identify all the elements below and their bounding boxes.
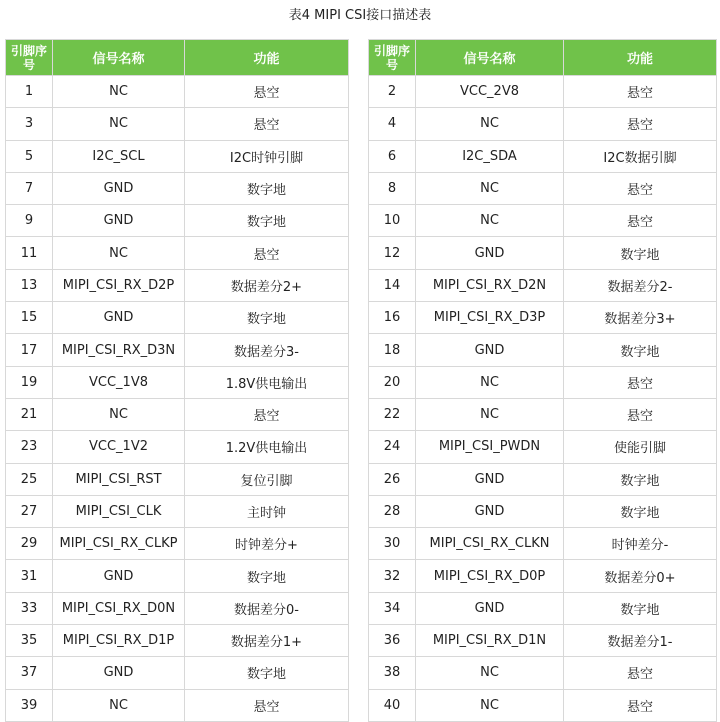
signal-name-cell: NC (53, 76, 185, 108)
function-cell: 数据差分1- (564, 625, 717, 657)
function-cell: 数字地 (185, 205, 349, 237)
pin-table-left (5, 39, 349, 722)
signal-name-cell: MIPI_CSI_RX_D1P (53, 625, 185, 657)
function-cell: 数字地 (564, 237, 717, 269)
function-cell: 悬空 (564, 205, 717, 237)
header-pin-number: 引脚序号 (369, 40, 416, 76)
signal-name-cell: MIPI_CSI_RX_D2N (416, 269, 564, 301)
signal-name-cell: MIPI_CSI_RST (53, 463, 185, 495)
table-row (6, 398, 349, 430)
table-row (6, 592, 349, 624)
signal-name-cell: I2C_SCL (53, 140, 185, 172)
function-cell: 悬空 (564, 689, 717, 721)
function-cell: 悬空 (564, 76, 717, 108)
signal-name-cell: VCC_1V2 (53, 431, 185, 463)
pin-number-cell: 37 (6, 657, 53, 689)
signal-name-cell: MIPI_CSI_RX_D3N (53, 334, 185, 366)
signal-name-cell: NC (416, 205, 564, 237)
pin-number-cell: 8 (369, 172, 416, 204)
signal-name-cell: NC (416, 366, 564, 398)
function-cell: 数据差分2- (564, 269, 717, 301)
signal-name-cell: NC (416, 657, 564, 689)
function-cell: 数字地 (564, 495, 717, 527)
pin-number-cell: 7 (6, 172, 53, 204)
table-row (6, 140, 349, 172)
table-row (6, 625, 349, 657)
pin-number-cell: 26 (369, 463, 416, 495)
signal-name-cell: GND (416, 495, 564, 527)
signal-name-cell: MIPI_CSI_RX_D0P (416, 560, 564, 592)
table-row (369, 205, 717, 237)
table-row (369, 140, 717, 172)
signal-name-cell: GND (416, 592, 564, 624)
function-cell: 复位引脚 (185, 463, 349, 495)
pin-number-cell: 14 (369, 269, 416, 301)
table-caption: 表4 MIPI CSI接口描述表 (288, 8, 432, 23)
signal-name-cell: NC (53, 398, 185, 430)
table-row (369, 625, 717, 657)
function-cell: 悬空 (185, 108, 349, 140)
table-row (369, 431, 717, 463)
function-cell: 悬空 (185, 689, 349, 721)
table-row (369, 172, 717, 204)
table-row (6, 431, 349, 463)
header-function: 功能 (185, 40, 349, 76)
pin-number-cell: 11 (6, 237, 53, 269)
pin-number-cell: 38 (369, 657, 416, 689)
pin-number-cell: 12 (369, 237, 416, 269)
pin-number-cell: 29 (6, 528, 53, 560)
header-row (6, 40, 349, 76)
signal-name-cell: NC (53, 108, 185, 140)
signal-name-cell: GND (53, 302, 185, 334)
function-cell: 数据差分3- (185, 334, 349, 366)
pin-number-cell: 25 (6, 463, 53, 495)
pin-table-right (368, 39, 717, 722)
function-cell: 1.8V供电输出 (185, 366, 349, 398)
table-row (369, 76, 717, 108)
pin-number-cell: 6 (369, 140, 416, 172)
signal-name-cell: GND (53, 657, 185, 689)
pin-number-cell: 33 (6, 592, 53, 624)
signal-name-cell: GND (53, 172, 185, 204)
table-row (6, 657, 349, 689)
table-row (6, 366, 349, 398)
pin-number-cell: 40 (369, 689, 416, 721)
table-row (6, 172, 349, 204)
function-cell: 时钟差分- (564, 528, 717, 560)
pin-number-cell: 32 (369, 560, 416, 592)
pin-number-cell: 1 (6, 76, 53, 108)
function-cell: 数字地 (185, 657, 349, 689)
function-cell: 数字地 (185, 172, 349, 204)
table-row (6, 108, 349, 140)
pin-number-cell: 19 (6, 366, 53, 398)
header-row (369, 40, 717, 76)
signal-name-cell: GND (416, 237, 564, 269)
function-cell: 1.2V供电输出 (185, 431, 349, 463)
pin-number-cell: 5 (6, 140, 53, 172)
table-row (369, 302, 717, 334)
function-cell: 悬空 (185, 237, 349, 269)
pin-number-cell: 22 (369, 398, 416, 430)
pin-number-cell: 3 (6, 108, 53, 140)
signal-name-cell: GND (416, 463, 564, 495)
pin-number-cell: 20 (369, 366, 416, 398)
header-function: 功能 (564, 40, 717, 76)
table-row (6, 334, 349, 366)
pin-number-cell: 9 (6, 205, 53, 237)
table-row (6, 560, 349, 592)
function-cell: 数字地 (185, 302, 349, 334)
pin-number-cell: 39 (6, 689, 53, 721)
signal-name-cell: GND (53, 560, 185, 592)
function-cell: 数据差分0+ (564, 560, 717, 592)
pin-number-cell: 36 (369, 625, 416, 657)
table-row (6, 237, 349, 269)
header-signal-name: 信号名称 (416, 40, 564, 76)
table-row (6, 205, 349, 237)
table-row (369, 398, 717, 430)
table-row (369, 528, 717, 560)
table-row (369, 334, 717, 366)
table-row (369, 560, 717, 592)
function-cell: I2C数据引脚 (564, 140, 717, 172)
header-signal-name: 信号名称 (53, 40, 185, 76)
table-row (369, 366, 717, 398)
table-row (369, 269, 717, 301)
pin-number-cell: 28 (369, 495, 416, 527)
signal-name-cell: NC (416, 108, 564, 140)
pin-number-cell: 2 (369, 76, 416, 108)
function-cell: 悬空 (564, 108, 717, 140)
pin-number-cell: 21 (6, 398, 53, 430)
function-cell: 数字地 (564, 334, 717, 366)
function-cell: 时钟差分+ (185, 528, 349, 560)
table-body-right (369, 76, 717, 722)
signal-name-cell: NC (416, 689, 564, 721)
signal-name-cell: MIPI_CSI_RX_D1N (416, 625, 564, 657)
function-cell: 数据差分2+ (185, 269, 349, 301)
function-cell: 数据差分3+ (564, 302, 717, 334)
signal-name-cell: MIPI_CSI_RX_CLKP (53, 528, 185, 560)
signal-name-cell: GND (416, 334, 564, 366)
signal-name-cell: GND (53, 205, 185, 237)
pin-number-cell: 15 (6, 302, 53, 334)
signal-name-cell: MIPI_CSI_PWDN (416, 431, 564, 463)
function-cell: 数字地 (564, 463, 717, 495)
pin-number-cell: 34 (369, 592, 416, 624)
signal-name-cell: VCC_1V8 (53, 366, 185, 398)
signal-name-cell: I2C_SDA (416, 140, 564, 172)
signal-name-cell: NC (416, 172, 564, 204)
pin-number-cell: 18 (369, 334, 416, 366)
pin-number-cell: 24 (369, 431, 416, 463)
table-row (6, 463, 349, 495)
function-cell: 悬空 (564, 398, 717, 430)
function-cell: 数据差分1+ (185, 625, 349, 657)
function-cell: 主时钟 (185, 495, 349, 527)
signal-name-cell: NC (416, 398, 564, 430)
table-row (369, 495, 717, 527)
table-row (369, 592, 717, 624)
table-row (369, 108, 717, 140)
header-pin-number: 引脚序号 (6, 40, 53, 76)
function-cell: 悬空 (564, 366, 717, 398)
table-row (6, 269, 349, 301)
signal-name-cell: MIPI_CSI_RX_D0N (53, 592, 185, 624)
pin-number-cell: 16 (369, 302, 416, 334)
table-row (369, 657, 717, 689)
table-row (369, 237, 717, 269)
signal-name-cell: MIPI_CSI_RX_D3P (416, 302, 564, 334)
table-row (6, 528, 349, 560)
pin-number-cell: 23 (6, 431, 53, 463)
signal-name-cell: MIPI_CSI_RX_D2P (53, 269, 185, 301)
function-cell: 悬空 (185, 76, 349, 108)
pin-number-cell: 27 (6, 495, 53, 527)
signal-name-cell: MIPI_CSI_CLK (53, 495, 185, 527)
signal-name-cell: NC (53, 237, 185, 269)
table-row (6, 302, 349, 334)
function-cell: 数字地 (185, 560, 349, 592)
pin-number-cell: 35 (6, 625, 53, 657)
function-cell: 数据差分0- (185, 592, 349, 624)
pin-number-cell: 30 (369, 528, 416, 560)
signal-name-cell: VCC_2V8 (416, 76, 564, 108)
function-cell: 悬空 (564, 172, 717, 204)
table-row (6, 495, 349, 527)
table-body-left (6, 76, 349, 722)
pin-number-cell: 10 (369, 205, 416, 237)
function-cell: 悬空 (564, 657, 717, 689)
table-row (369, 463, 717, 495)
function-cell: 数字地 (564, 592, 717, 624)
pin-number-cell: 4 (369, 108, 416, 140)
signal-name-cell: NC (53, 689, 185, 721)
function-cell: 使能引脚 (564, 431, 717, 463)
pin-number-cell: 31 (6, 560, 53, 592)
pin-number-cell: 17 (6, 334, 53, 366)
function-cell: I2C时钟引脚 (185, 140, 349, 172)
function-cell: 悬空 (185, 398, 349, 430)
table-row (6, 76, 349, 108)
pin-number-cell: 13 (6, 269, 53, 301)
signal-name-cell: MIPI_CSI_RX_CLKN (416, 528, 564, 560)
